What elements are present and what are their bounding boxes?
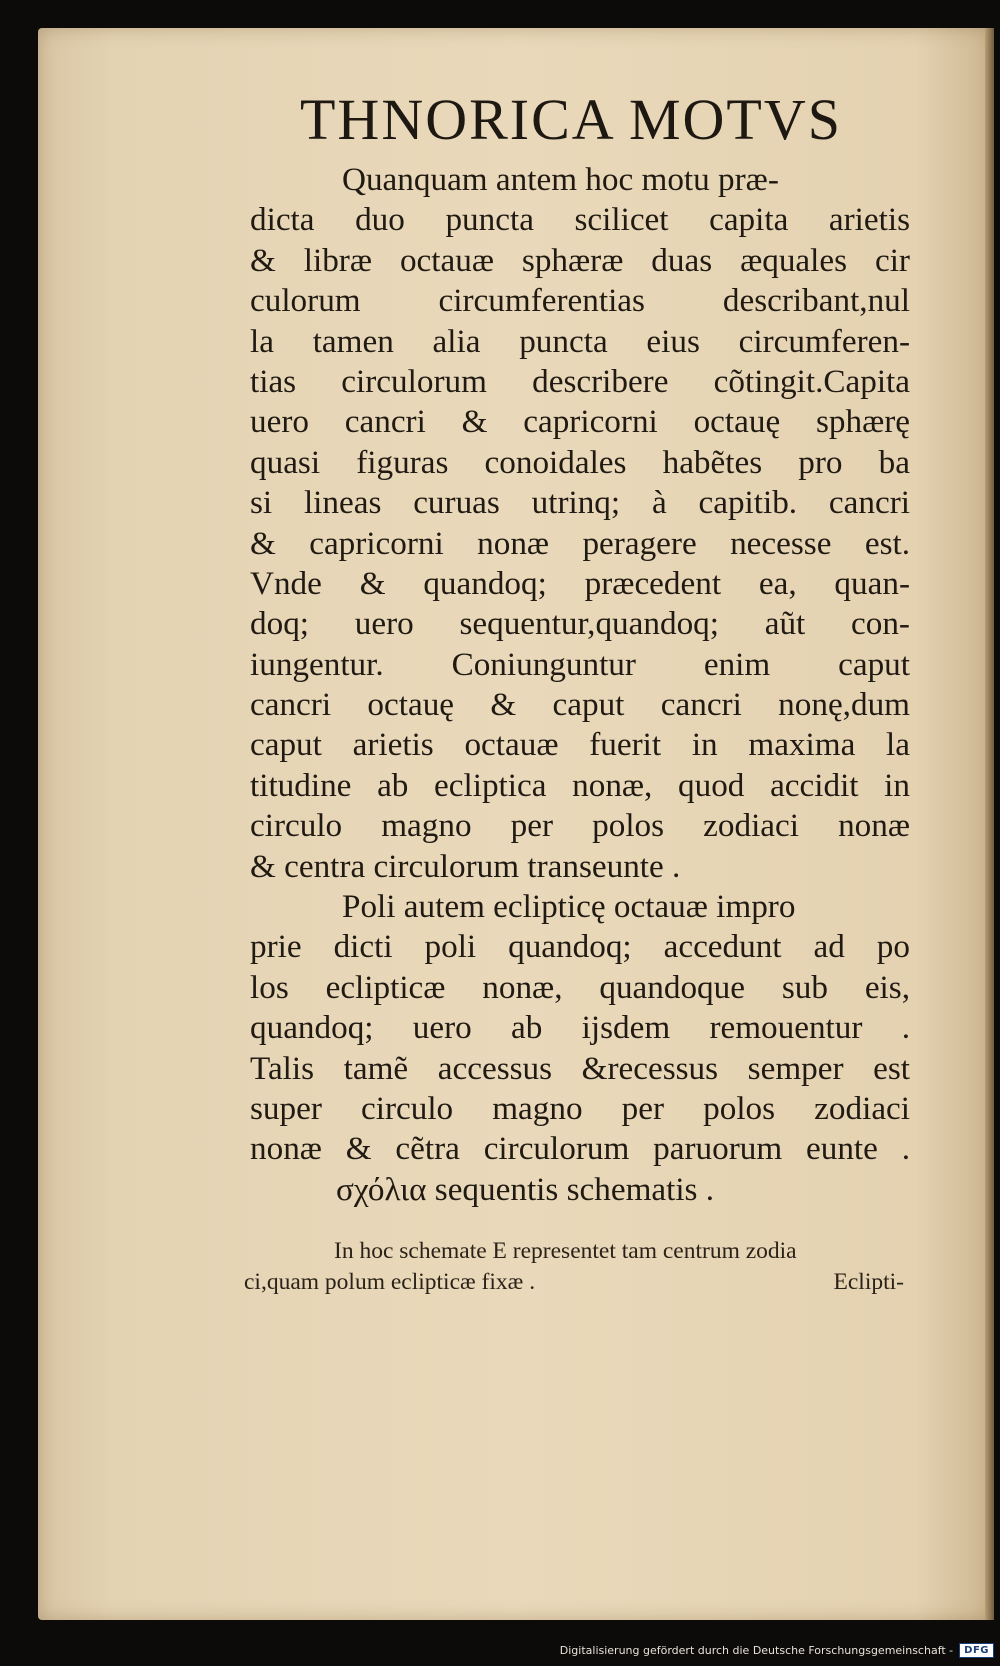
- text-line: Quanquam antem hoc motu præ-: [342, 161, 779, 198]
- figure-note: [244, 1236, 904, 1298]
- text-line: Poli autem eclipticę octauæ impro: [342, 888, 796, 926]
- page-edge: [985, 28, 994, 1620]
- text-line: & centra circulorum transeunte .: [250, 847, 681, 885]
- note-line: In hoc schemate E representet tam centrum zodia: [334, 1238, 797, 1264]
- text-line: titudine ab ecliptica nonæ, quod accidit in: [250, 766, 910, 804]
- text-line: σχόλια sequentis schematis .: [336, 1170, 715, 1208]
- text-line: dicta duo puncta scilicet capita arietis: [250, 201, 910, 239]
- text-line: caput arietis octauæ fuerit in maxima la: [250, 726, 910, 764]
- footer-text: Digitalisierung gefördert durch die Deutsche Forschungsgemeinschaft -: [559, 1643, 954, 1657]
- text-line: la tamen alia puncta eius circumferen-: [250, 322, 910, 360]
- text-line: quasi figuras conoidales habẽtes pro ba: [250, 443, 910, 481]
- text-line: uero cancri & capricorni octauę sphærę: [250, 403, 910, 441]
- body-text: [250, 160, 910, 1210]
- text-line: super circulo magno per polos zodiaci: [250, 1089, 910, 1127]
- funding-footer: [560, 1638, 994, 1662]
- text-line: & libræ octauæ sphæræ duas æquales cir: [250, 241, 910, 279]
- text-line: doq; uero sequentur,quandoq; aũt con-: [250, 605, 910, 643]
- text-line: circulo magno per polos zodiaci nonæ: [250, 807, 910, 845]
- text-line: prie dicti poli quandoq; accedunt ad po: [250, 928, 910, 966]
- text-line: iungentur. Coniunguntur enim caput: [250, 645, 910, 683]
- text-line: quandoq; uero ab ijsdem remouentur .: [250, 1009, 910, 1047]
- text-line: los eclipticæ nonæ, quandoque sub eis,: [250, 968, 910, 1006]
- text-line: cancri octauę & caput cancri nonę,dum: [250, 686, 910, 724]
- dfg-logo: DFG: [959, 1643, 994, 1658]
- text-line: tias circulorum describere cõtingit.Capita: [250, 362, 910, 400]
- running-header: THNORICA MOTVS: [300, 87, 842, 152]
- text-line: nonæ & cẽtra circulorum paruorum eunte .: [250, 1130, 910, 1168]
- text-line: Talis tamẽ accessus &recessus semper est: [250, 1049, 910, 1087]
- text-line: Vnde & quandoq; præcedent ea, quan-: [250, 564, 910, 602]
- text-line: & capricorni nonæ peragere necesse est.: [250, 524, 910, 562]
- text-line: culorum circumferentias describant,nul: [250, 282, 910, 320]
- note-line: [244, 1267, 904, 1298]
- text-line: si lineas curuas utrinq; à capitib. cancri: [250, 484, 910, 522]
- note-text: ci,quam polum eclipticæ fixæ .: [244, 1269, 536, 1295]
- catchword: Eclipti-: [833, 1269, 904, 1295]
